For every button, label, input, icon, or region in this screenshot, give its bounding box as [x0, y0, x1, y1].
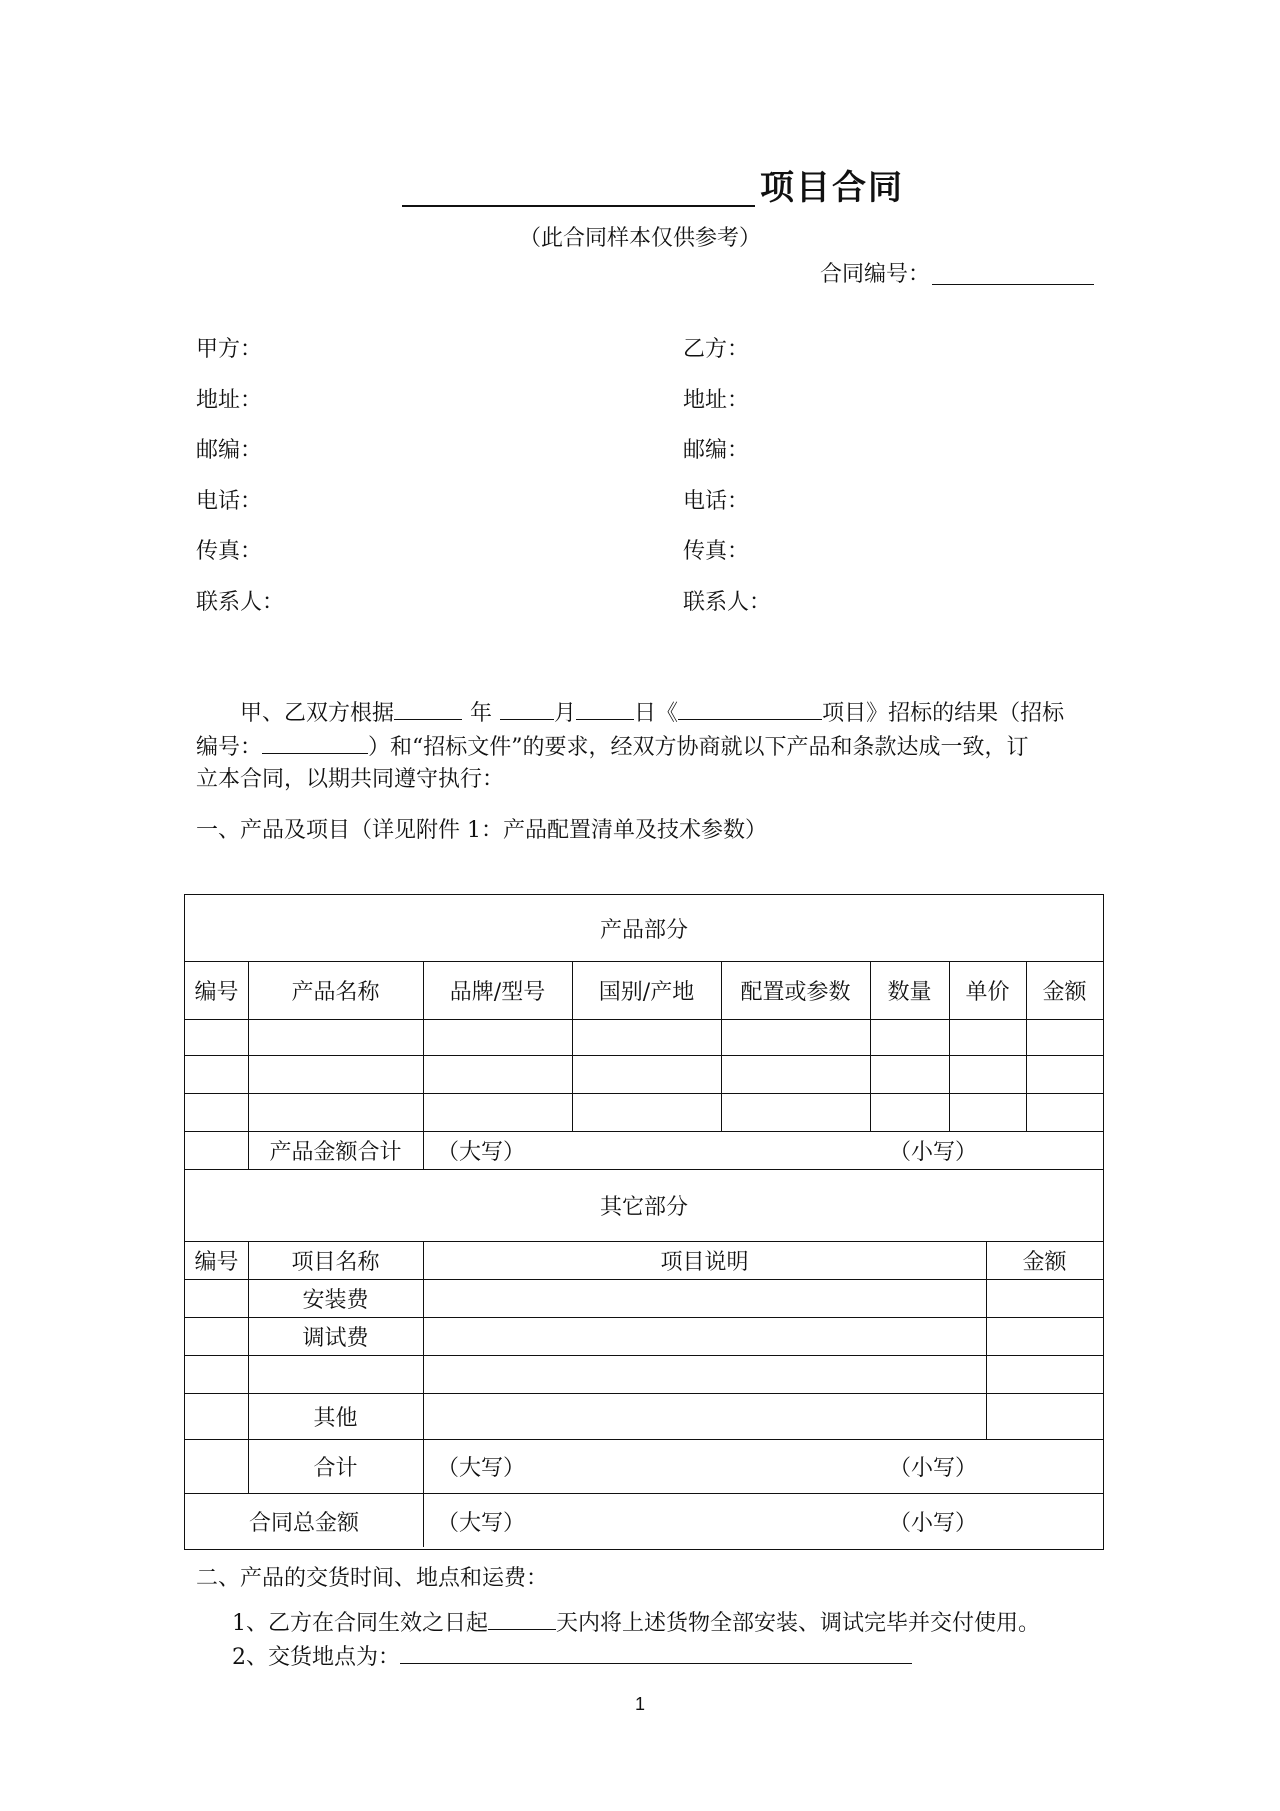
grand-total-label: 合同总金额 [248, 1510, 359, 1536]
party-a-contact: 联系人： [196, 590, 285, 615]
other-subtotal-upper: （大写） [437, 1455, 526, 1481]
party-a-postcode: 邮编： [196, 438, 263, 463]
party-b-phone: 电话： [683, 489, 750, 514]
party-b-contact: 联系人： [683, 590, 772, 615]
document-title: 项目合同 [760, 168, 904, 208]
product-header-origin: 国别/产地 [598, 979, 695, 1005]
year-blank[interactable] [394, 695, 462, 720]
intro-line-3: 立本合同，以期共同遵守执行： [196, 767, 505, 792]
grand-total-lower: （小写） [889, 1510, 978, 1536]
day-blank[interactable] [576, 695, 634, 720]
section-2-heading: 二、产品的交货时间、地点和运费： [196, 1566, 549, 1591]
party-a-address: 地址： [196, 388, 263, 413]
other-subtotal-lower: （小写） [889, 1455, 978, 1481]
other-header-description: 项目说明 [660, 1249, 749, 1275]
contract-items-table [184, 894, 1104, 1550]
product-header-config: 配置或参数 [740, 979, 851, 1005]
product-total-lower: （小写） [889, 1139, 978, 1165]
product-total-upper: （大写） [437, 1139, 526, 1165]
other-item-debugging: 调试费 [302, 1325, 369, 1351]
party-b-postcode: 邮编： [683, 438, 750, 463]
party-b-address: 地址： [683, 388, 750, 413]
section-1-heading: 一、产品及项目（详见附件 1：产品配置清单及技术参数） [196, 818, 767, 843]
other-header-no: 编号 [194, 1249, 239, 1275]
party-b-fax: 传真： [683, 539, 750, 564]
party-a-fax: 传真： [196, 539, 263, 564]
product-header-no: 编号 [194, 979, 239, 1005]
delivery-location-item: 2、交货地点为： [232, 1639, 912, 1673]
party-b-label: 乙方： [683, 337, 750, 362]
party-a-label: 甲方： [196, 337, 263, 362]
product-header-name: 产品名称 [291, 979, 380, 1005]
contract-number-label: 合同编号： [820, 262, 931, 287]
product-header-quantity: 数量 [887, 979, 932, 1005]
delivery-location-blank[interactable] [400, 1639, 912, 1664]
product-header-amount: 金额 [1042, 979, 1087, 1005]
other-subtotal-label: 合计 [313, 1455, 358, 1481]
other-header-name: 项目名称 [291, 1249, 380, 1275]
other-item-other: 其他 [313, 1405, 358, 1431]
product-total-label: 产品金额合计 [269, 1139, 402, 1165]
intro-line-1: 甲、乙双方根据 年 月 日《 项目》招标的结果（招标 [196, 695, 1096, 731]
party-a-phone: 电话： [196, 489, 263, 514]
other-header-amount: 金额 [1022, 1249, 1067, 1275]
tender-number-blank[interactable] [262, 729, 368, 754]
contract-number-blank[interactable] [932, 284, 1094, 285]
month-blank[interactable] [500, 695, 554, 720]
document-subtitle: （此合同样本仅供参考） [518, 226, 761, 251]
project-blank[interactable] [678, 695, 822, 720]
title-blank-line [402, 205, 755, 207]
grand-total-upper: （大写） [437, 1510, 526, 1536]
other-item-installation: 安装费 [302, 1287, 369, 1313]
product-header-brand: 品牌/型号 [449, 979, 546, 1005]
intro-line-2: 编号： ）和“招标文件”的要求，经双方协商就以下产品和条款达成一致，订 [196, 729, 1096, 765]
product-section-title: 产品部分 [599, 917, 688, 943]
product-header-unit-price: 单价 [965, 979, 1010, 1005]
page-number: 1 [634, 1694, 645, 1714]
delivery-days-blank[interactable] [488, 1605, 556, 1630]
other-section-title: 其它部分 [599, 1194, 688, 1220]
delivery-time-item: 1、乙方在合同生效之日起 天内将上述货物全部安装、调试完毕并交付使用。 [232, 1605, 1040, 1639]
